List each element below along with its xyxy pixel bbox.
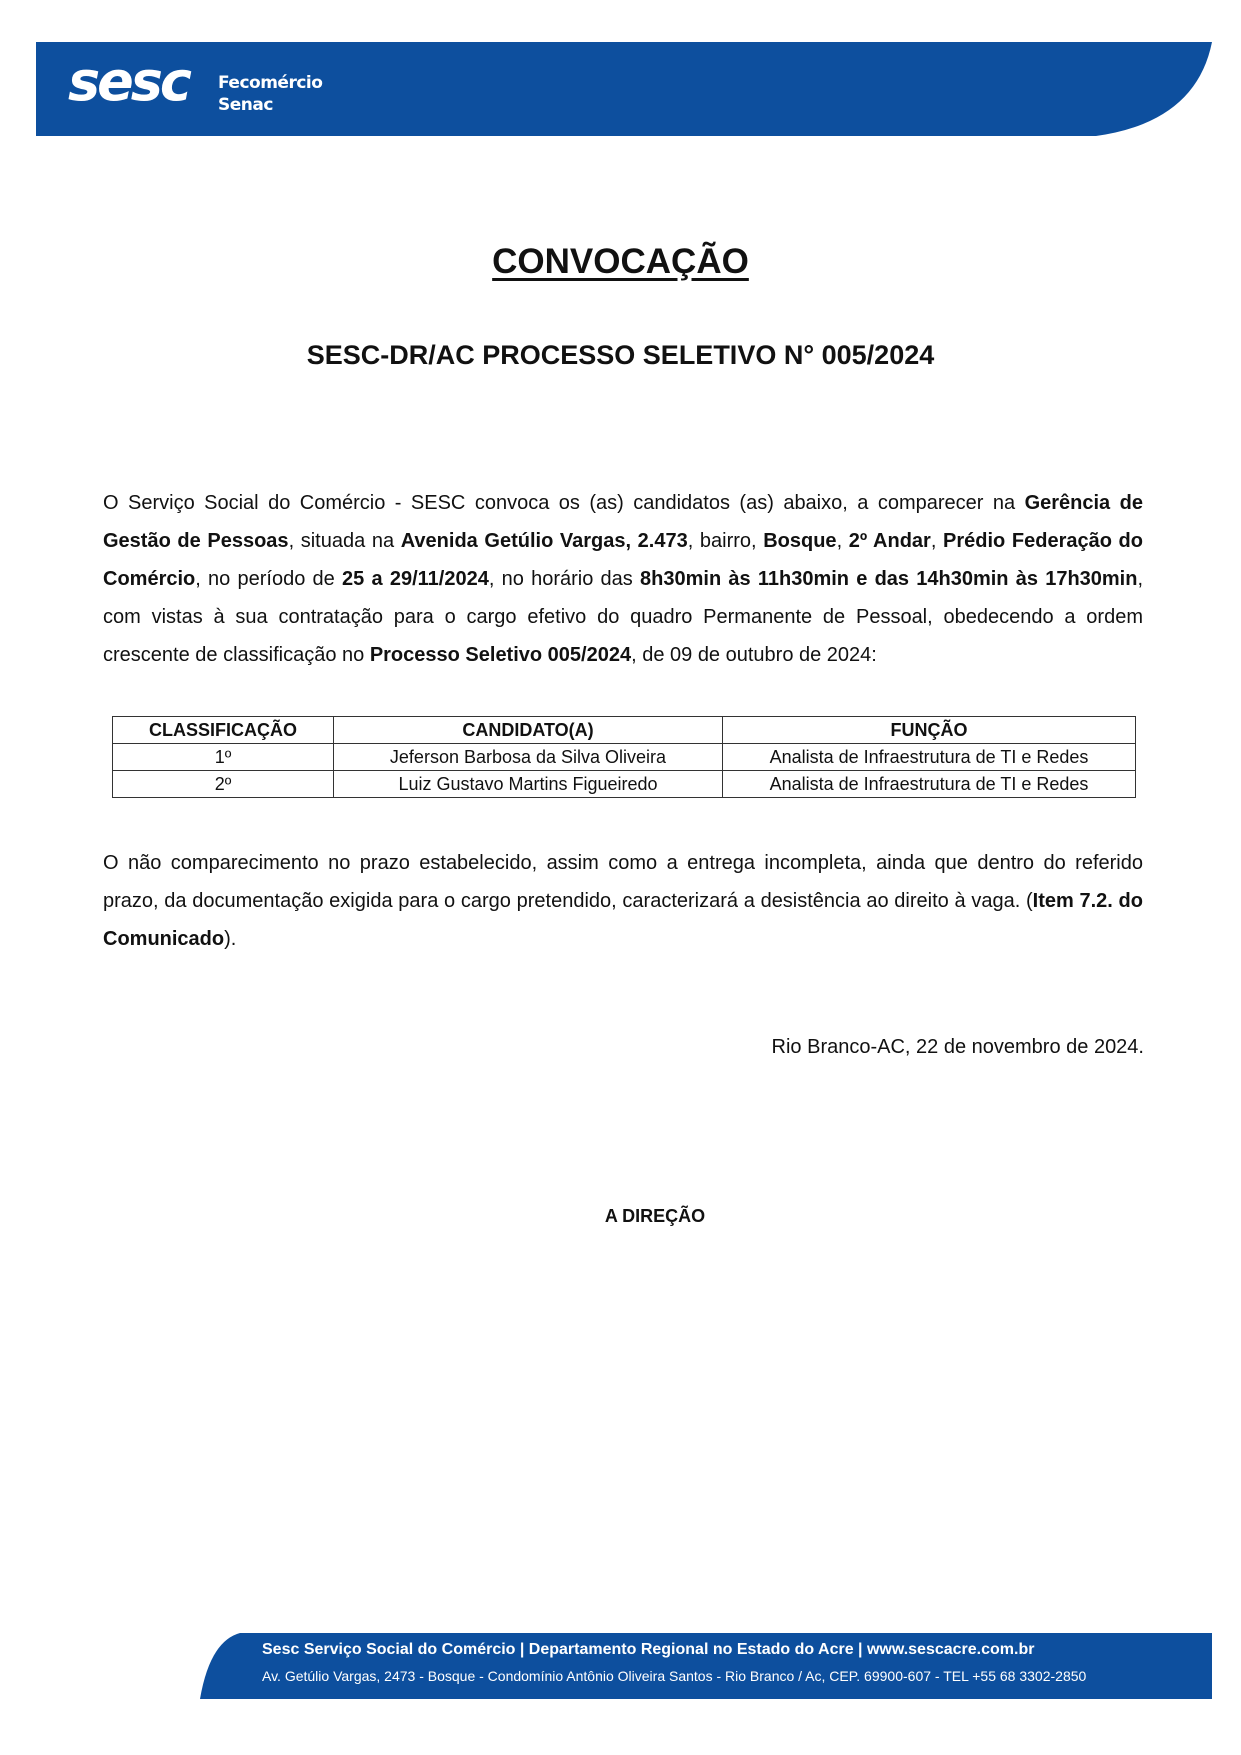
cell-classificacao: 2º (113, 771, 334, 798)
header-classificacao: CLASSIFICAÇÃO (113, 717, 334, 744)
footer-banner (200, 1633, 1212, 1699)
senac-logo: Senac (218, 95, 273, 115)
header-funcao: FUNÇÃO (723, 717, 1136, 744)
partner-logos (218, 72, 322, 116)
document-subtitle: SESC-DR/AC PROCESSO SELETIVO N° 005/2024 (306, 340, 935, 370)
table-row (113, 744, 1136, 771)
cell-classificacao: 1º (113, 744, 334, 771)
header-banner (36, 42, 1212, 136)
document-date: Rio Branco-AC, 22 de novembro de 2024. (771, 1036, 1144, 1058)
table-header-row (113, 717, 1136, 744)
header-candidato: CANDIDATO(A) (334, 717, 723, 744)
cell-candidato: Luiz Gustavo Martins Figueiredo (334, 771, 723, 798)
notice-paragraph: O não comparecimento no prazo estabelecido, assim como a entrega incompleta, ainda que dentro do referido prazo, da documentação exigida para o cargo pretendido, caracterizará a desistência ao direito à vaga. (Item 7.2. do Comunicado). (103, 852, 1143, 950)
intro-paragraph: O Serviço Social do Comércio - SESC convoca os (as) candidatos (as) abaixo, a comparecer na Gerência de Gestão de Pessoas, situada na Avenida Getúlio Vargas, 2.473, bairro, Bosque, 2º Andar, Prédio Federação do Comércio, no período de 25 a 29/11/2024, no horário das 8h30min às 11h30min e das 14h30min às 17h30min, com vistas à sua contratação para o cargo efetivo do quadro Permanente de Pessoal, obedecendo a ordem crescente de classificação no Processo Seletivo 005/2024, de 09 de outubro de 2024: (103, 492, 1144, 666)
signature: A DIREÇÃO (604, 1206, 706, 1226)
footer-address: Av. Getúlio Vargas, 2473 - Bosque - Condomínio Antônio Oliveira Santos - Rio Branco / Ac, CEP. 69900-607 - TEL +55 68 3302-2850 (262, 1668, 1087, 1684)
header-background (36, 42, 1212, 136)
cell-funcao: Analista de Infraestrutura de TI e Redes (723, 744, 1136, 771)
sesc-logo: sesc (68, 50, 189, 113)
cell-candidato: Jeferson Barbosa da Silva Oliveira (334, 744, 723, 771)
fecomercio-logo: Fecomércio (218, 73, 323, 93)
candidates-table (112, 716, 1136, 798)
table-row (113, 771, 1136, 798)
document-title: CONVOCAÇÃO (492, 242, 749, 281)
footer-organization: Sesc Serviço Social do Comércio | Departamento Regional no Estado do Acre | www.sescacre.com.br (262, 1641, 1035, 1658)
cell-funcao: Analista de Infraestrutura de TI e Redes (723, 771, 1136, 798)
